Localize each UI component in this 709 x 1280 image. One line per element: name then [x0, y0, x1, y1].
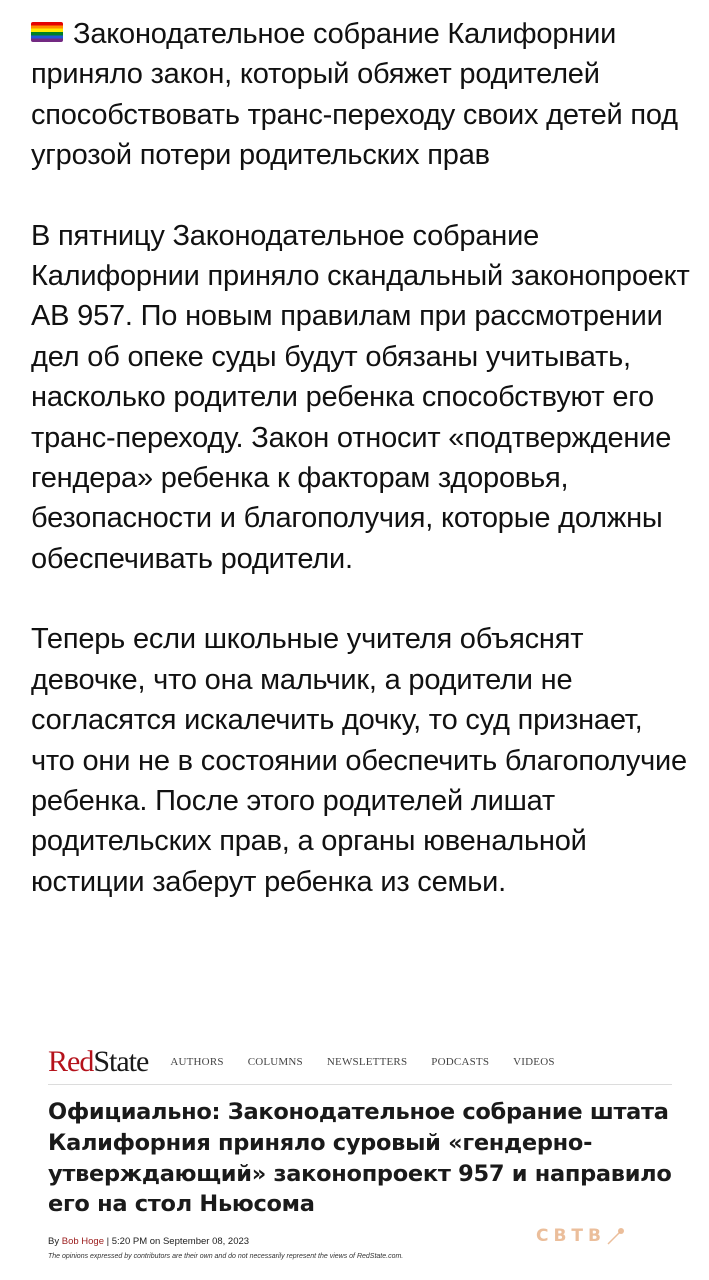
logo-black-part: State	[93, 1045, 149, 1078]
nav-item-podcasts[interactable]: PODCASTS	[431, 1056, 490, 1068]
article-screenshot[interactable]	[48, 1040, 672, 1275]
post-paragraph-3: Теперь если школьные учителя объяснят девочке, что она мальчик, а родители не согласятся искалечить дочку, то суд признает, что они не в состоянии обеспечить благополучие ребенка. После этого родителей лишат родительских прав, а органы ювенальной юстиции заберут ребенка из семьи.	[31, 623, 687, 898]
comet-icon	[606, 1226, 626, 1246]
redstate-logo[interactable]	[48, 1047, 148, 1077]
nav-item-authors[interactable]: AUTHORS	[170, 1056, 224, 1068]
author-link[interactable]: Bob Hoge	[61, 1236, 104, 1248]
byline-date: | 5:20 PM on September 08, 2023	[104, 1236, 250, 1248]
nav-item-newsletters[interactable]: NEWSLETTERS	[326, 1056, 408, 1068]
post-paragraph-2: В пятницу Законодательное собрание Калифорнии приняло скандальный законопроект AB 957. По новым правилам при рассмотрении дел об опеке суды будут обязаны учитывать, насколько родители ребенка способствуют его транс-переходу. Закон относит «подтверждение гендера» ребенка к факторам здоровья, безопасности и благополучия, которые должны обеспечивать родители.	[31, 219, 690, 575]
article-headline: Официально: Законодательное собрание штата Калифорния приняло суровый «гендерно-утверждающий» законопроект 957 и направило его на стол Ньюсома	[48, 1099, 672, 1218]
byline-prefix: By	[48, 1236, 62, 1248]
article-disclaimer: The opinions expressed by contributors are their own and do not necessarily represent the views of RedState.com.	[48, 1253, 404, 1261]
rainbow-flag-icon	[31, 22, 63, 42]
post-body	[31, 14, 691, 942]
logo-red-part: Red	[48, 1045, 94, 1078]
watermark-text: СВТВ	[536, 1226, 606, 1246]
nav-item-columns[interactable]: COLUMNS	[247, 1056, 303, 1068]
post-paragraph-1-text: Законодательное собрание Калифорнии приняло закон, который обяжет родителей способствовать транс-переходу своих детей под угрозой потери родительских прав	[31, 18, 678, 172]
nav-item-videos[interactable]: VIDEOS	[513, 1056, 555, 1068]
post-paragraph-1	[31, 14, 691, 176]
site-header	[48, 1040, 672, 1085]
watermark	[536, 1226, 626, 1246]
